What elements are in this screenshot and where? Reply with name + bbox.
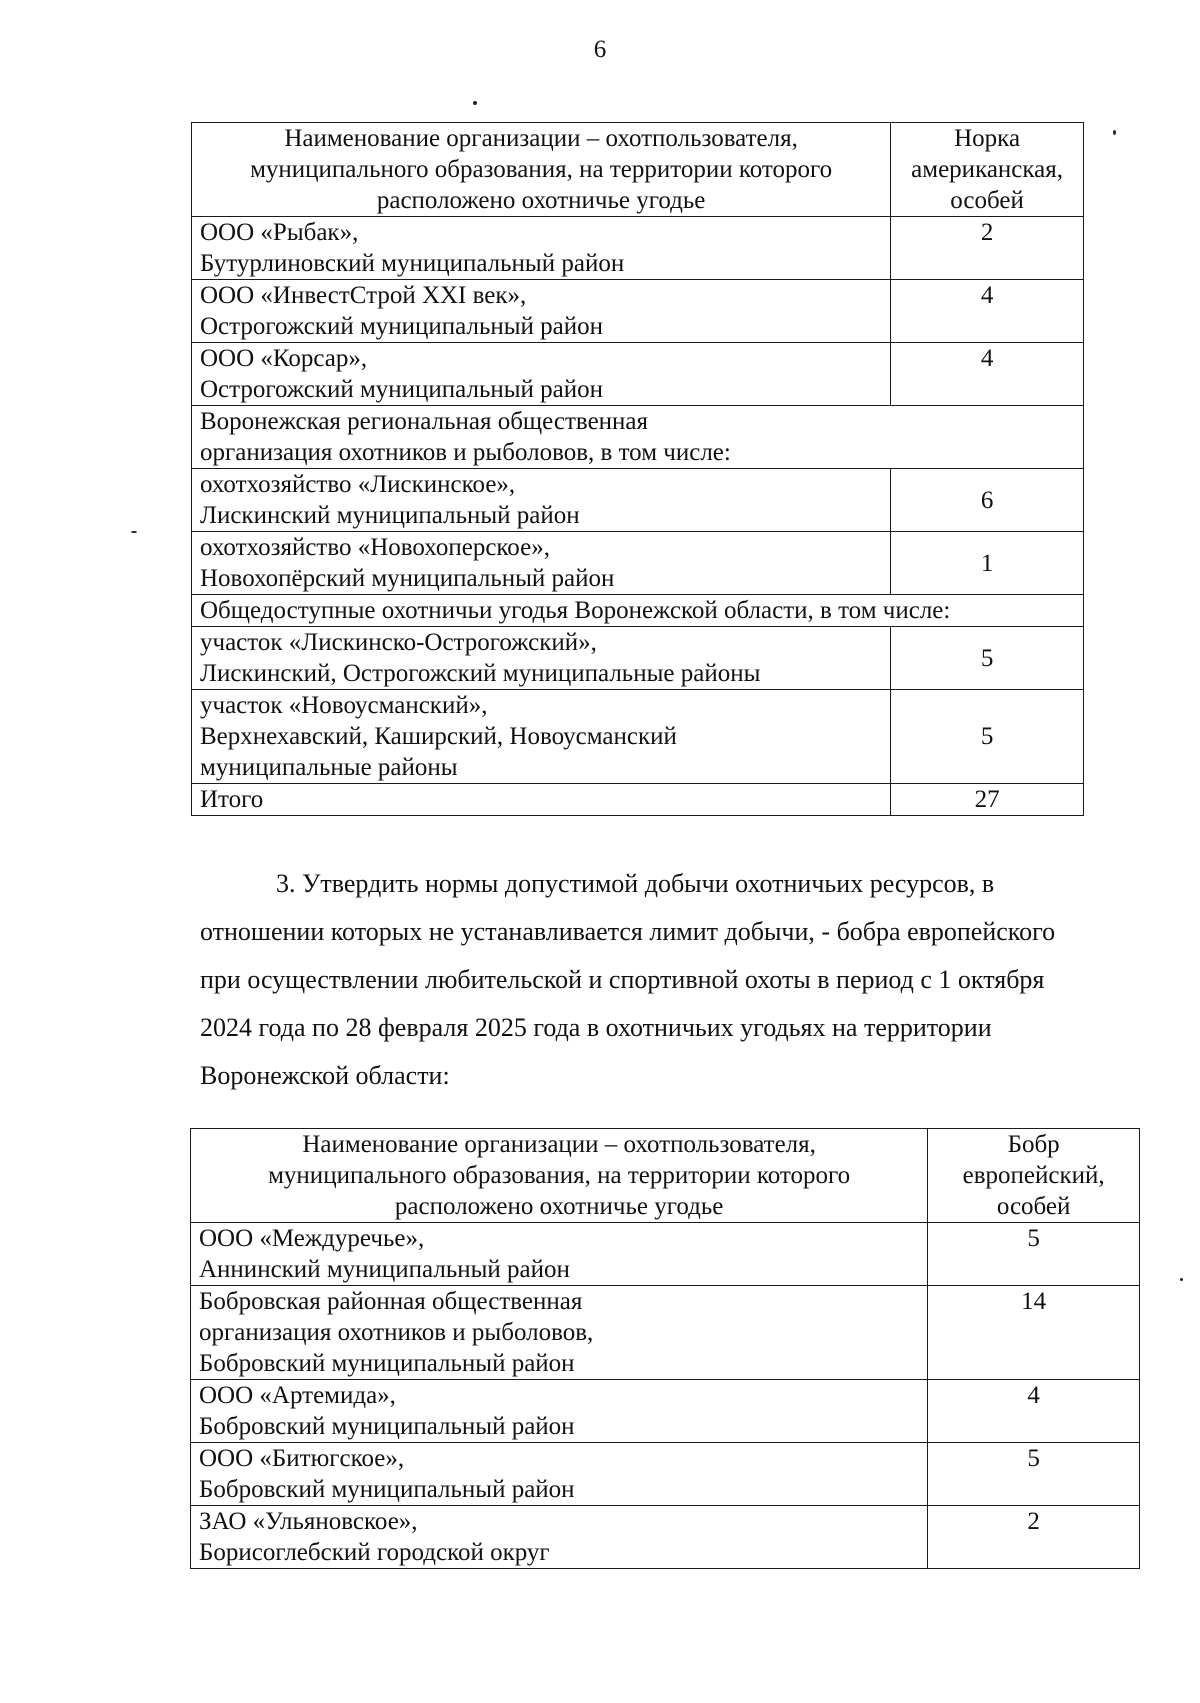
header-species-count: Бобр европейский, особей [928, 1129, 1140, 1223]
table-row [191, 1506, 1140, 1569]
group-heading-row [192, 595, 1084, 627]
count-cell: 2 [928, 1506, 1140, 1569]
group-heading-cell: Общедоступные охотничьи угодья Воронежской области, в том числе: [192, 595, 1084, 627]
page-number: 6 [593, 36, 607, 63]
count-cell: 2 [891, 217, 1084, 280]
table-row [192, 280, 1084, 343]
table-header-row [191, 1129, 1140, 1223]
mink-quota-table [191, 122, 1084, 816]
group-heading-row [192, 406, 1084, 469]
resolution-paragraph: 3. Утвердить нормы допустимой добычи охотничьих ресурсов, в отношении которых не устанавливается лимит добычи, - бобра европейского при осуществлении любительской и спортивной охоты в период с 1 октября 2024 года по 28 февраля 2025 года в охотничьих угодьях на территории Воронежской области: [200, 869, 1056, 1090]
organization-cell: ООО «ИнвестСтрой XXI век», Острогожский муниципальный район [192, 280, 891, 343]
count-cell: 6 [891, 469, 1084, 532]
organization-cell: ООО «Артемида», Бобровский муниципальный район [191, 1380, 928, 1443]
header-organization: Наименование организации – охотпользователя, муниципального образования, на территории которого расположено охотничье угодье [191, 1129, 928, 1223]
organization-cell: Бобровская районная общественная организация охотников и рыболовов, Бобровский муниципальный район [191, 1286, 928, 1380]
beaver-quota-table [190, 1128, 1140, 1569]
group-heading-cell: Воронежская региональная общественная организация охотников и рыболовов, в том числе: [192, 406, 1084, 469]
table-row [192, 217, 1084, 280]
organization-cell: охотхозяйство «Новохоперское», Новохопёрский муниципальный район [192, 532, 891, 595]
count-cell: 14 [928, 1286, 1140, 1380]
table-row [192, 627, 1084, 690]
organization-cell: участок «Новоусманский», Верхнехавский, Каширский, Новоусманский муниципальные районы [192, 690, 891, 784]
table-row [191, 1380, 1140, 1443]
scan-speck [473, 101, 477, 105]
count-cell: 4 [891, 343, 1084, 406]
table-row [192, 469, 1084, 532]
count-cell: 4 [891, 280, 1084, 343]
table-row [191, 1223, 1140, 1286]
organization-cell: охотхозяйство «Лискинское», Лискинский муниципальный район [192, 469, 891, 532]
organization-cell: ЗАО «Ульяновское», Борисоглебский городской округ [191, 1506, 928, 1569]
organization-cell: ООО «Рыбак», Бутурлиновский муниципальный район [192, 217, 891, 280]
count-cell: 4 [928, 1380, 1140, 1443]
table-row [192, 343, 1084, 406]
count-cell: 5 [891, 627, 1084, 690]
scan-speck [1180, 1278, 1183, 1281]
organization-cell: участок «Лискинско-Острогожский», Лискинский, Острогожский муниципальные районы [192, 627, 891, 690]
table-row [192, 532, 1084, 595]
total-label: Итого [192, 784, 891, 816]
scan-speck [1113, 130, 1116, 135]
count-cell: 5 [928, 1443, 1140, 1506]
organization-cell: ООО «Битюгское», Бобровский муниципальный район [191, 1443, 928, 1506]
count-cell: 1 [891, 532, 1084, 595]
table-header-row [192, 123, 1084, 217]
organization-cell: ООО «Междуречье», Аннинский муниципальный район [191, 1223, 928, 1286]
count-cell: 5 [891, 690, 1084, 784]
header-species-count: Норка американская, особей [891, 123, 1084, 217]
organization-cell: ООО «Корсар», Острогожский муниципальный район [192, 343, 891, 406]
table-row [192, 690, 1084, 784]
table-row [191, 1286, 1140, 1380]
table-row [191, 1443, 1140, 1506]
total-row [192, 784, 1084, 816]
count-cell: 5 [928, 1223, 1140, 1286]
header-organization: Наименование организации – охотпользователя, муниципального образования, на территории которого расположено охотничье угодье [192, 123, 891, 217]
total-value: 27 [891, 784, 1084, 816]
scan-speck [131, 531, 137, 533]
